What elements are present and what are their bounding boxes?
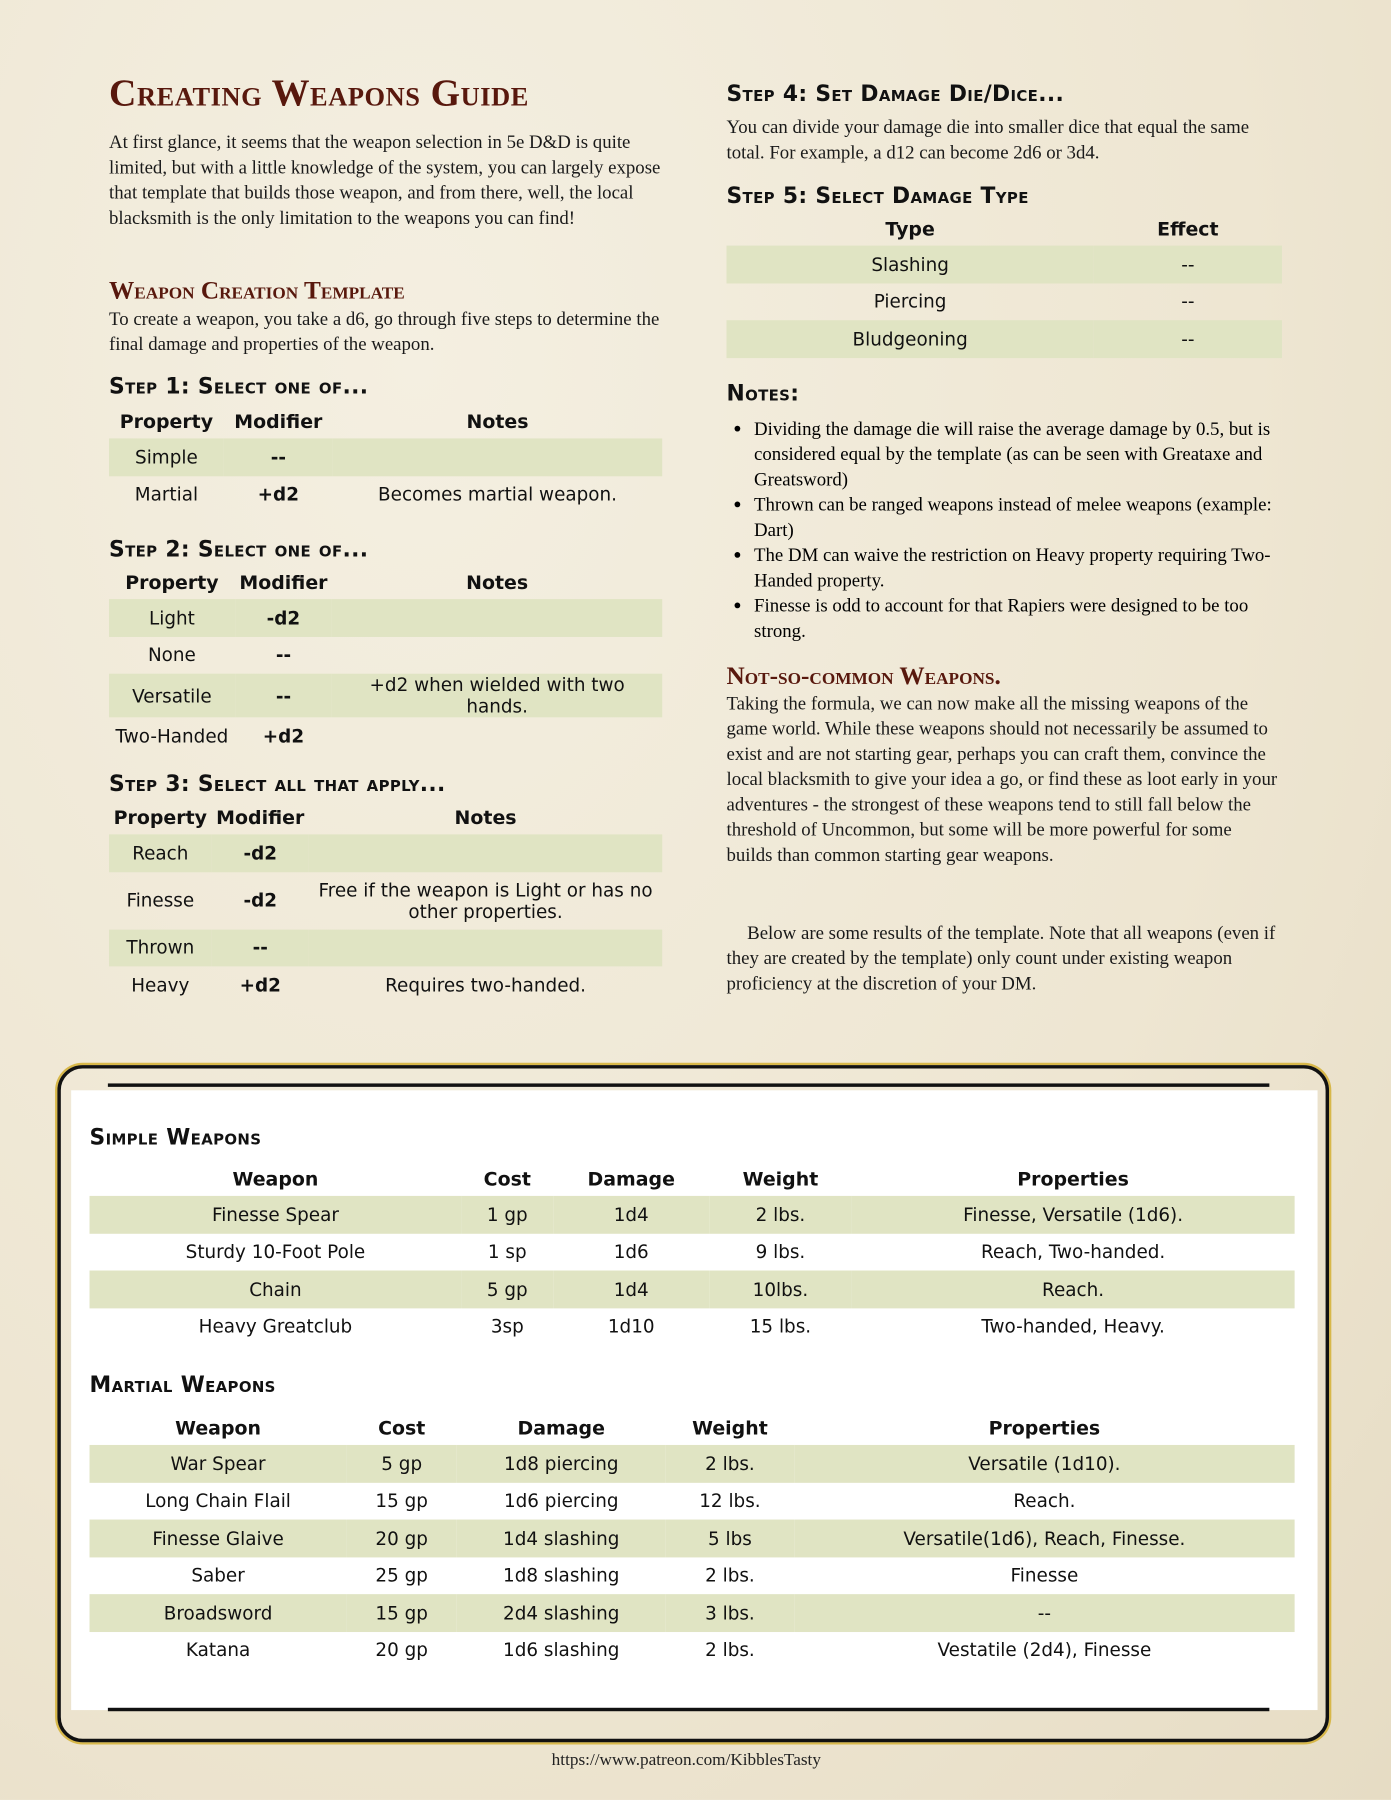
table-cell: Light — [109, 599, 235, 636]
table-cell: 5 gp — [461, 1271, 553, 1308]
table-header-row — [109, 565, 662, 599]
column-header: Notes — [466, 570, 529, 593]
table-cell: None — [147, 644, 196, 666]
table-cell: Requires two-handed. — [385, 974, 586, 996]
table-cell — [309, 929, 662, 966]
table-cell: 1 gp — [461, 1196, 553, 1233]
table-row — [90, 1557, 1295, 1594]
table-cell: 1d6 piercing — [503, 1490, 619, 1512]
table-cell: 20 gp — [375, 1639, 428, 1662]
table-cell: Versatile (1d10). — [794, 1445, 1294, 1482]
table-cell: Slashing — [726, 246, 1093, 283]
step4-heading: Step 4: Set Damage Die/Dice... — [726, 81, 1065, 107]
table-row — [90, 1308, 1295, 1345]
table-row — [726, 320, 1281, 357]
table-cell: Long Chain Flail — [145, 1490, 291, 1512]
martial-weapons-heading: Martial Weapons — [89, 1372, 276, 1398]
column-header: Properties — [988, 1416, 1101, 1439]
table-cell: 2d4 slashing — [457, 1594, 666, 1631]
table-header-row — [90, 1161, 1295, 1195]
table-cell: 12 lbs. — [699, 1490, 761, 1512]
note-item: • Dividing the damage die will raise the average damage by 0.5, but is considered equal by the template (as can be seen with Greataxe and Greatsword) — [754, 417, 1282, 493]
table-cell: -- — [235, 674, 332, 718]
table-row — [90, 1445, 1295, 1482]
table-row — [109, 636, 662, 673]
notes-list — [726, 417, 1281, 644]
table-cell: +d2 — [239, 974, 281, 996]
table-row — [90, 1520, 1295, 1557]
table-cell: 2 lbs. — [709, 1196, 851, 1233]
martial-weapons-table — [90, 1411, 1295, 1669]
table-cell: 1d8 piercing — [457, 1445, 666, 1482]
intro-paragraph: At first glance, it seems that the weapon selection in 5e D&D is quite limited, but with a little knowledge of the system, you can largely expose that template that builds those weapon, and from there, well, the local blacksmith is the only limitation to the weapons you can find! — [109, 130, 661, 229]
table-cell: Reach, Two-handed. — [980, 1240, 1166, 1263]
table-cell — [333, 438, 662, 475]
table-header-row — [109, 800, 662, 834]
table-cell: +d2 — [262, 725, 305, 747]
table-cell: Free if the weapon is Light or has no other properties. — [318, 878, 653, 923]
column-header: Properties — [1017, 1167, 1129, 1190]
table-cell: Sturdy 10-Foot Pole — [185, 1240, 366, 1263]
table-cell: Vestatile (2d4), Finesse — [937, 1639, 1152, 1662]
column-header: Modifier — [216, 806, 305, 829]
table-row — [109, 476, 662, 513]
table-cell: 5 gp — [347, 1445, 457, 1482]
step5-table — [726, 211, 1281, 357]
table-cell: -- — [275, 644, 292, 666]
table-cell: Thrown — [109, 929, 212, 966]
table-cell: Versatile(1d6), Reach, Finesse. — [794, 1520, 1294, 1557]
table-cell: Reach. — [852, 1271, 1295, 1308]
column-header: Cost — [378, 1416, 426, 1439]
table-cell: Finesse, Versatile (1d6). — [852, 1196, 1295, 1233]
table-cell: -- — [1094, 320, 1282, 357]
table-cell: -- — [1181, 290, 1195, 313]
table-cell: -- — [794, 1594, 1294, 1631]
column-header: Weapon — [175, 1416, 262, 1439]
table-cell: Two-Handed — [115, 725, 229, 747]
table-cell: Martial — [134, 483, 199, 506]
table-cell: Katana — [185, 1639, 251, 1662]
table-row — [90, 1233, 1295, 1270]
step1-heading: Step 1: Select one of... — [109, 374, 369, 400]
table-row — [109, 872, 662, 929]
table-cell: 10lbs. — [709, 1271, 851, 1308]
column-header: Damage — [517, 1416, 605, 1439]
step5-heading: Step 5: Select Damage Type — [726, 183, 1029, 209]
column-header: Type — [885, 217, 935, 240]
table-cell: Piercing — [873, 290, 947, 313]
column-header: Weapon — [232, 1167, 319, 1190]
column-header: Effect — [1157, 217, 1219, 240]
table-cell: -- — [1094, 246, 1282, 283]
page-title: Creating Weapons Guide — [109, 73, 529, 115]
step3-table — [109, 800, 662, 1004]
table-cell — [332, 636, 662, 673]
table-cell: Versatile — [109, 674, 235, 718]
table-header-row — [90, 1411, 1295, 1445]
table-cell: 3sp — [490, 1315, 524, 1338]
table-cell: 2 lbs. — [705, 1639, 755, 1662]
table-cell: 15 gp — [347, 1594, 457, 1631]
table-cell: 1d4 slashing — [457, 1520, 666, 1557]
uncommon-paragraph-2: Below are some results of the template. Note that all weapons (even if they are created by the template) only count under existing weapon proficiency at the discretion of your DM. — [726, 921, 1276, 994]
table-row — [109, 834, 662, 871]
table-row — [90, 1594, 1295, 1631]
table-cell: Heavy — [131, 974, 190, 996]
simple-weapons-heading: Simple Weapons — [89, 1124, 262, 1150]
column-header: Notes — [454, 806, 517, 829]
table-row — [109, 966, 662, 1003]
table-cell: 1 sp — [487, 1240, 527, 1263]
step4-text: You can divide your damage die into smaller dice that equal the same total. For example, a d12 can become 2d6 or 3d4. — [726, 115, 1250, 163]
template-heading: Weapon Creation Template — [109, 275, 405, 305]
table-cell: 1d4 — [553, 1271, 709, 1308]
table-cell: Finesse — [126, 889, 195, 912]
note-item: • The DM can waive the restriction on Heavy property requiring Two-Handed property. — [754, 543, 1282, 593]
column-header: Weight — [742, 1167, 819, 1190]
table-cell: -d2 — [212, 834, 309, 871]
uncommon-paragraph-1: Taking the formula, we can now make all the missing weapons of the game world. While these weapons should not necessarily be assumed to exist and are not starting gear, perhaps you can craft them, convince the local blacksmith to give your idea a go, or find these as loot early in your adventures - the strongest of these weapons tend to still fall below the threshold of Uncommon, but some will be more powerful for some builds than common starting gear weapons. — [726, 692, 1278, 866]
table-cell: Saber — [191, 1564, 245, 1587]
column-header: Weight — [692, 1416, 768, 1439]
table-cell: 1d4 — [553, 1196, 709, 1233]
table-row — [90, 1196, 1295, 1233]
table-cell: 1d6 — [613, 1240, 649, 1263]
notes-heading: Notes: — [726, 381, 800, 407]
column-header: Notes — [466, 410, 529, 433]
template-text: To create a weapon, you take a d6, go through five steps to determine the final damage and properties of the weapon. — [109, 307, 660, 355]
table-cell: Becomes martial weapon. — [378, 483, 617, 506]
table-cell: 3 lbs. — [666, 1594, 795, 1631]
note-item: • Thrown can be ranged weapons instead of melee weapons (example: Dart) — [754, 492, 1282, 542]
footer-url[interactable]: https://www.patreon.com/KibblesTasty — [551, 1751, 821, 1770]
box-frame-top-rule — [108, 1065, 1269, 1087]
table-cell: 1d8 slashing — [503, 1564, 620, 1587]
table-cell: Finesse — [1010, 1564, 1079, 1587]
table-row — [726, 246, 1281, 283]
table-cell: Two-handed, Heavy. — [981, 1315, 1165, 1338]
step2-table — [109, 565, 662, 755]
column-header: Property — [119, 410, 214, 433]
table-cell: Finesse Glaive — [90, 1520, 347, 1557]
step2-heading: Step 2: Select one of... — [109, 537, 369, 563]
table-cell: Reach — [109, 834, 212, 871]
table-cell: 1d6 slashing — [503, 1639, 620, 1662]
table-cell: -- — [224, 438, 333, 475]
column-header: Property — [125, 570, 219, 593]
table-cell: 1d10 — [607, 1315, 655, 1338]
table-cell: Heavy Greatclub — [198, 1315, 353, 1338]
table-cell: +d2 when wielded with two hands. — [332, 674, 662, 718]
table-cell: +d2 — [257, 483, 299, 506]
table-cell: Bludgeoning — [726, 320, 1093, 357]
table-cell: Broadsword — [90, 1594, 347, 1631]
table-row — [109, 717, 662, 754]
table-row — [90, 1482, 1295, 1519]
table-cell: 2 lbs. — [666, 1445, 795, 1482]
table-row — [90, 1271, 1295, 1308]
table-row — [726, 283, 1281, 320]
simple-weapons-table — [90, 1161, 1295, 1345]
table-cell: Chain — [90, 1271, 462, 1308]
table-cell: 2 lbs. — [705, 1564, 755, 1587]
column-header: Cost — [483, 1167, 531, 1190]
table-header-row — [726, 211, 1281, 245]
table-row — [109, 438, 662, 475]
column-header: Damage — [587, 1167, 675, 1190]
box-frame-bottom-rule — [108, 1708, 1269, 1730]
table-row — [109, 674, 662, 718]
table-cell — [332, 717, 662, 754]
column-header: Modifier — [239, 570, 328, 593]
table-cell: 25 gp — [375, 1564, 428, 1587]
table-cell: -- — [212, 929, 309, 966]
step3-heading: Step 3: Select all that apply... — [109, 771, 446, 797]
table-cell — [309, 834, 662, 871]
table-cell: 15 gp — [375, 1490, 428, 1512]
table-cell: Simple — [109, 438, 224, 475]
table-cell: 20 gp — [347, 1520, 457, 1557]
column-header: Property — [113, 806, 207, 829]
table-cell: 15 lbs. — [749, 1315, 812, 1338]
table-cell: War Spear — [90, 1445, 347, 1482]
step1-table — [109, 404, 662, 513]
table-cell — [332, 599, 662, 636]
table-cell: Finesse Spear — [90, 1196, 462, 1233]
table-cell: 9 lbs. — [755, 1240, 806, 1263]
table-cell: Reach. — [1013, 1490, 1076, 1512]
column-header: Modifier — [234, 410, 323, 433]
table-cell: -d2 — [235, 599, 332, 636]
uncommon-heading: Not-so-common Weapons. — [726, 661, 1001, 690]
table-header-row — [109, 404, 662, 438]
table-cell: -d2 — [243, 889, 278, 912]
table-row — [109, 599, 662, 636]
table-cell: 5 lbs — [666, 1520, 795, 1557]
table-row — [90, 1631, 1295, 1668]
table-row — [109, 929, 662, 966]
note-item: • Finesse is odd to account for that Rapiers were designed to be too strong. — [754, 593, 1282, 643]
